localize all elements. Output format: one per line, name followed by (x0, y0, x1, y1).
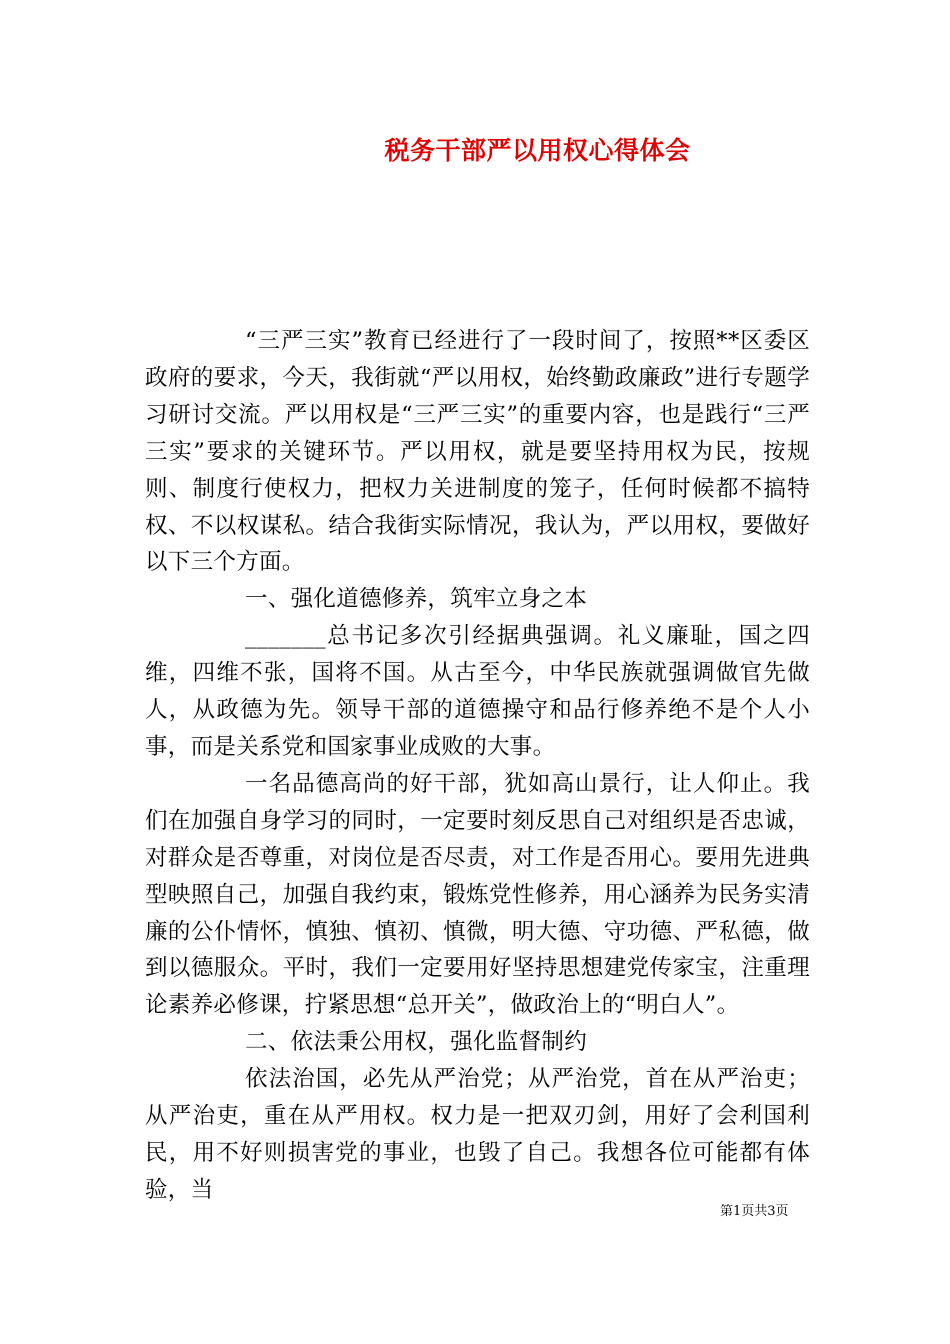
page-number-footer: 第1页共3页 (720, 1204, 789, 1219)
paragraph-section1-a: _______总书记多次引经据典强调。礼义廉耻，国之四维，四维不张，国将不国。从古至今，中华民族就强调做官先做人，从政德为先。领导干部的道德操守和品行修养绝不是个人小事，而是关系党和国家事业成败的大事。 (145, 623, 810, 760)
paragraph-section2-a: 依法治国，必先从严治党；从严治党，首在从严治吏；从严治吏，重在从严用权。权力是一把双刃剑，用好了会利国利民，用不好则损害党的事业，也毁了自己。我想各位可能都有体验，当 (145, 1066, 810, 1203)
paragraph-intro: “三严三实”教育已经进行了一段时间了，按照**区委区政府的要求，今天，我街就“严以用权，始终勤政廉政”进行专题学习研讨交流。严以用权是“三严三实”的重要内容，也是践行“三严三实”要求的关键环节。严以用权，就是要坚持用权为民，按规则、制度行使权力，把权力关进制度的笼子，任何时候都不搞特权、不以权谋私。结合我街实际情况，我认为，严以用权，要做好以下三个方面。 (145, 328, 810, 576)
section-heading-2: 二、依法秉公用权，强化监督制约 (245, 1029, 588, 1056)
section-heading-1: 一、强化道德修养，筑牢立身之本 (245, 586, 588, 613)
document-body (145, 323, 810, 1209)
document-title: 税务干部严以用权心得体会 (384, 136, 691, 165)
paragraph-section1-b: 一名品德高尚的好干部，犹如高山景行，让人仰止。我们在加强自身学习的同时，一定要时刻反思自己对组织是否忠诚，对群众是否尊重，对岗位是否尽责，对工作是否用心。要用先进典型映照自己，加强自我约束，锻炼党性修养，用心涵养为民务实清廉的公仆情怀，慎独、慎初、慎微，明大德、守功德、严私德，做到以德服众。平时，我们一定要用好坚持思想建党传家宝，注重理论素养必修课，拧紧思想“总开关”，做政治上的“明白人”。 (145, 770, 810, 1019)
